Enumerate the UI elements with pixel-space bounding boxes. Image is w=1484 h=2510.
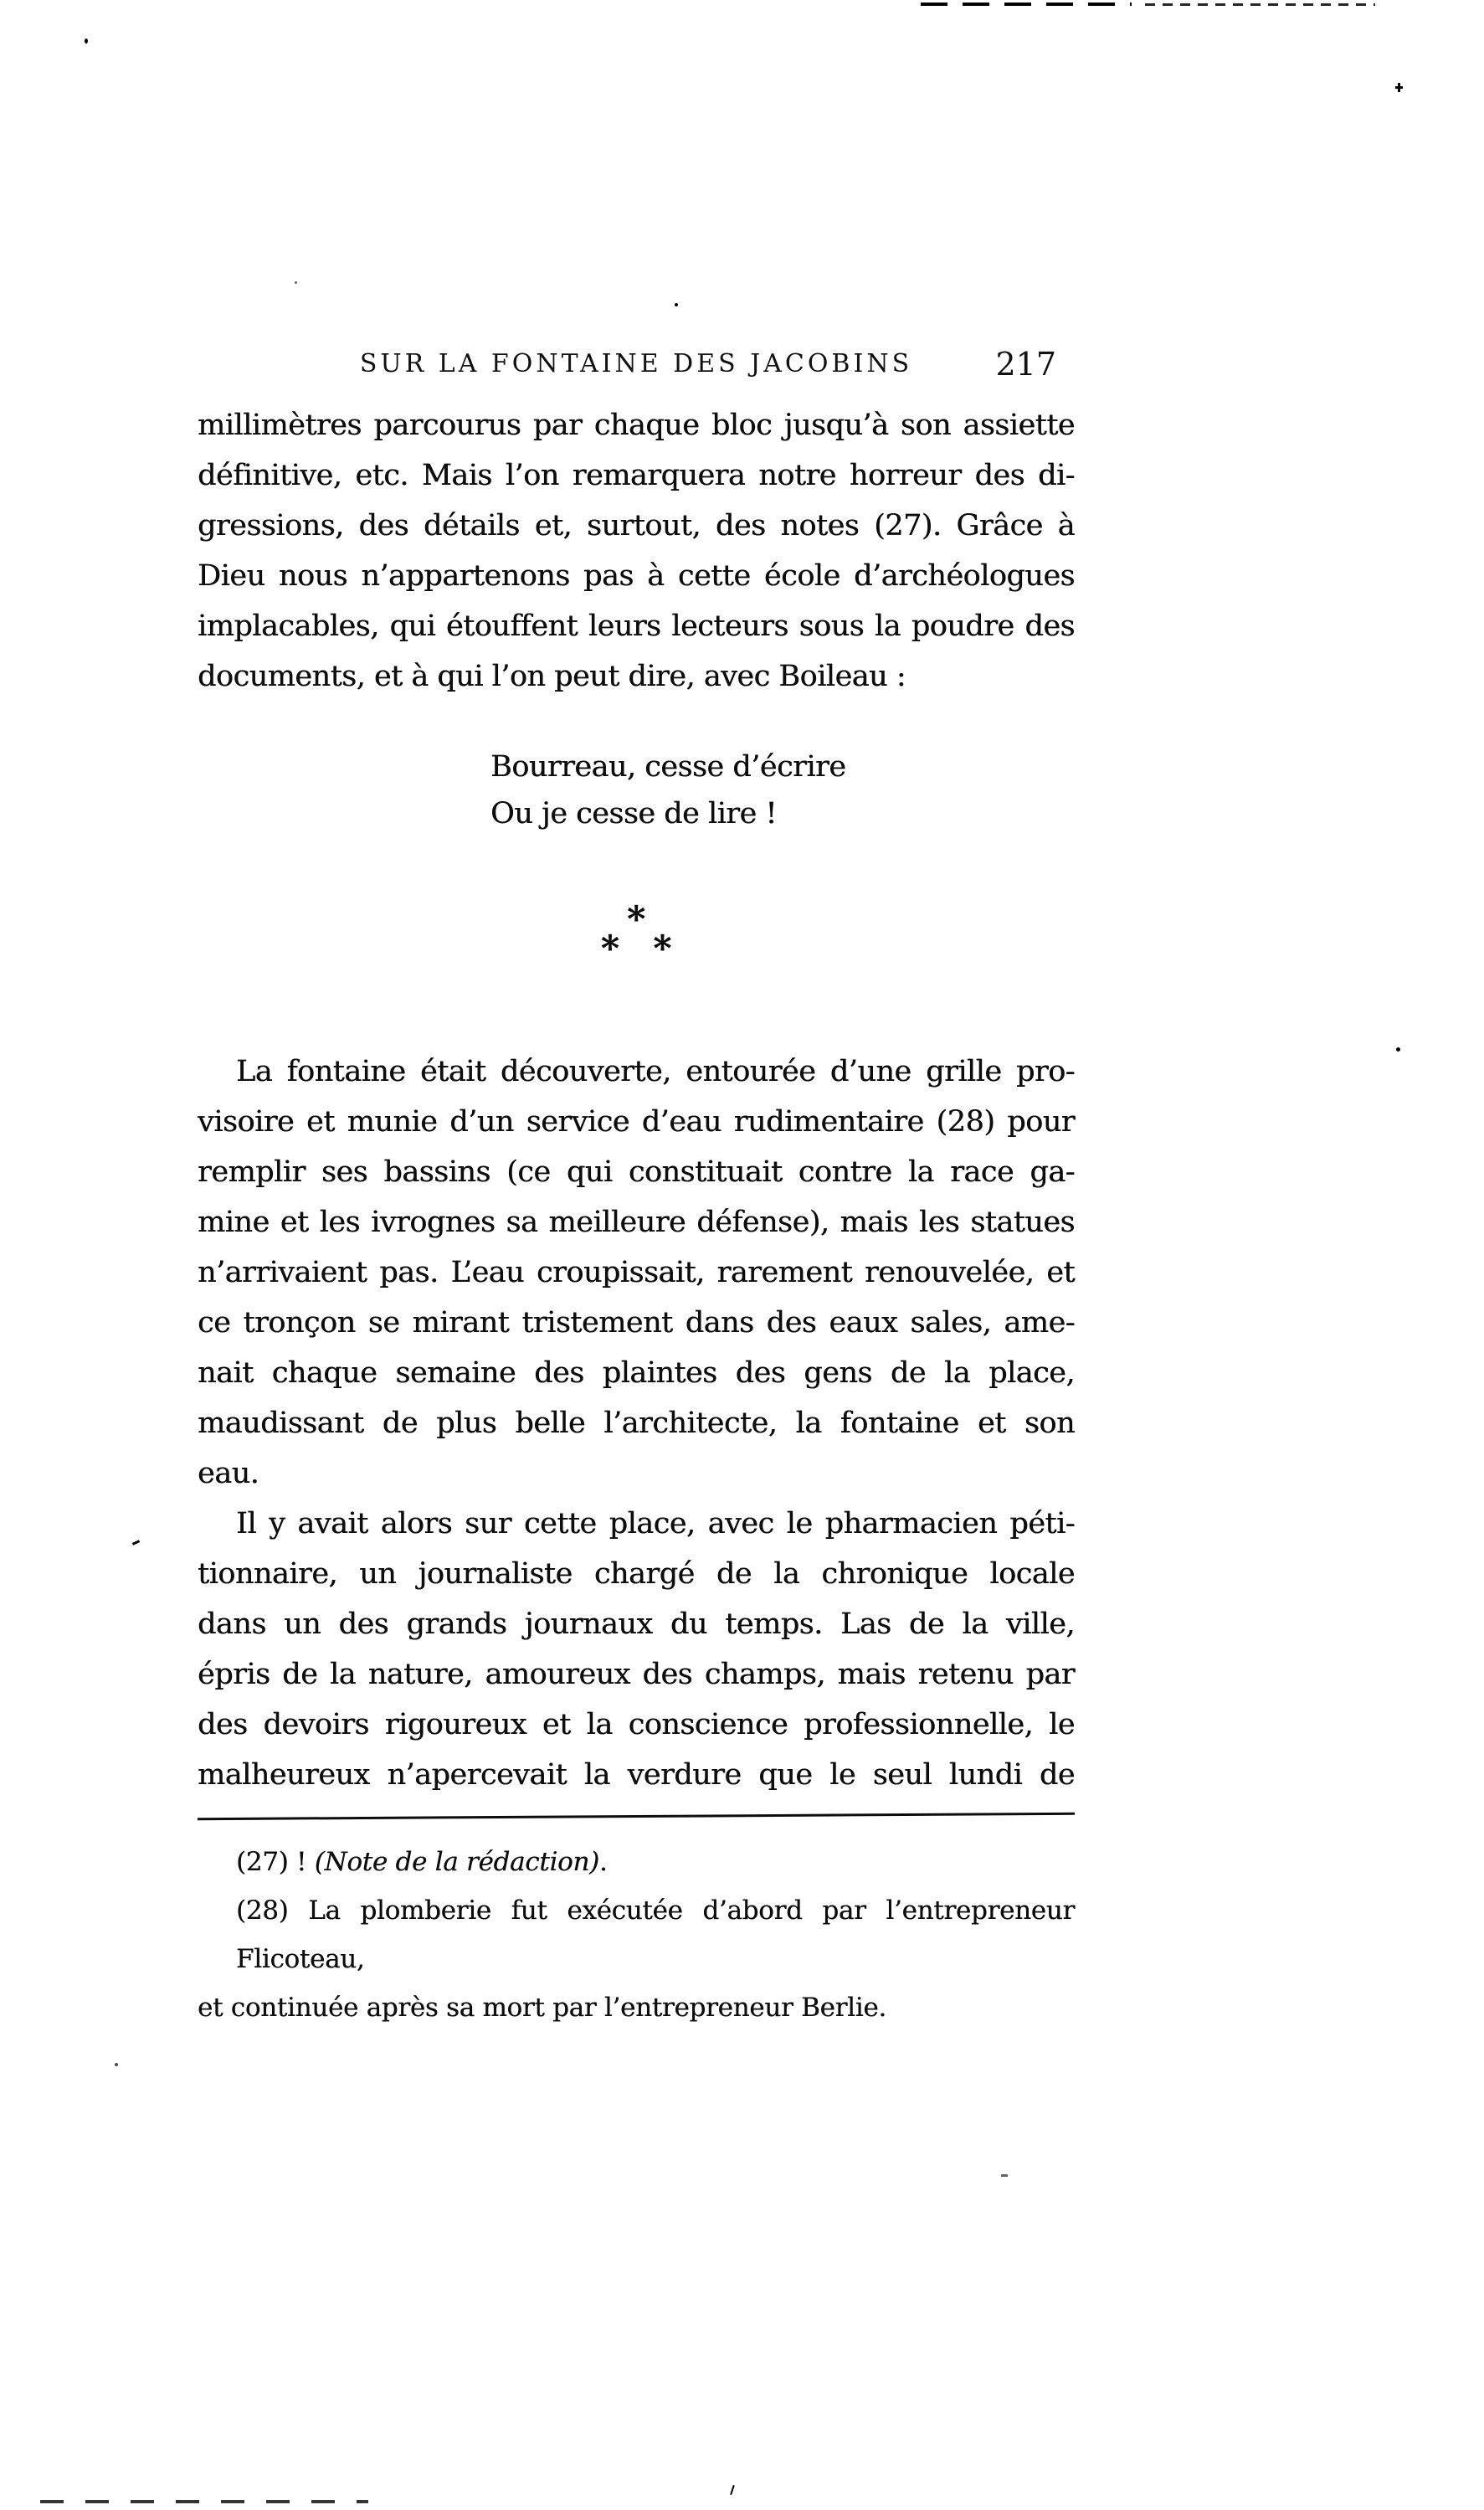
footnote-28-line: et continuée après sa mort par l’entrepreneur Berlie. bbox=[198, 1993, 886, 2023]
footnote-rule bbox=[198, 1813, 1075, 1820]
scan-artifact-tick bbox=[132, 1540, 140, 1546]
page-header bbox=[198, 346, 1075, 384]
verse-quote bbox=[198, 743, 1075, 837]
quote-line: Ou je cesse de lire ! bbox=[490, 797, 777, 831]
footnote-27 bbox=[198, 1838, 1075, 1886]
text-line: millimètres parcourus par chaque bloc jusqu’à son assiette bbox=[198, 409, 1075, 442]
text-line: remplir ses bassins (ce qui constituait contre la race ga- bbox=[198, 1155, 1075, 1189]
scan-artifact-dot bbox=[295, 281, 297, 284]
text-line: des devoirs rigoureux et la conscience professionnelle, le bbox=[198, 1708, 1075, 1741]
text-line: épris de la nature, amoureux des champs, mais retenu par bbox=[198, 1658, 1075, 1691]
paragraph-3 bbox=[198, 1499, 1075, 1800]
text-line: tionnaire, un journaliste chargé de la chronique locale bbox=[198, 1557, 1075, 1591]
text-line: La fontaine était découverte, entourée d’une grille pro- bbox=[236, 1055, 1075, 1088]
asterisk-top: * bbox=[627, 898, 645, 939]
scan-artifact-top-dashed-line-2 bbox=[1145, 3, 1375, 6]
footnote-27-number: (27) ! bbox=[236, 1847, 315, 1877]
paragraph-2 bbox=[198, 1047, 1075, 1499]
text-line: dans un des grands journaux du temps. Las de la ville, bbox=[198, 1607, 1075, 1641]
text-line: nait chaque semaine des plaintes des gens de la place, bbox=[198, 1356, 1075, 1390]
asterisk-pair: * * bbox=[600, 928, 672, 969]
scan-artifact-dot bbox=[85, 39, 88, 44]
text-line: documents, et à qui l’on peut dire, avec Boileau : bbox=[198, 660, 906, 693]
text-line: Dieu nous n’appartenons pas à cette école d’archéologues bbox=[198, 559, 1075, 593]
running-title: SUR LA FONTAINE DES JACOBINS bbox=[359, 349, 913, 378]
text-line: malheureux n’apercevait la verdure que le seul lundi de bbox=[198, 1758, 1075, 1792]
scan-artifact-top-dashed-line bbox=[921, 3, 1132, 6]
text-line: visoire et munie d’un service d’eau rudimentaire (28) pour bbox=[198, 1105, 1075, 1139]
scan-artifact-dot bbox=[675, 303, 678, 306]
text-line: implacables, qui étouffent leurs lecteurs sous la poudre des bbox=[198, 609, 1075, 643]
footnotes bbox=[198, 1838, 1075, 2032]
scan-artifact-dot bbox=[115, 2063, 118, 2066]
text-line: mine et les ivrognes sa meilleure défense), mais les statues bbox=[198, 1206, 1075, 1239]
text-line: maudissant de plus belle l’architecte, la fontaine et son bbox=[198, 1407, 1075, 1440]
quote-line: Bourreau, cesse d’écrire bbox=[490, 750, 846, 784]
footnote-27-italic: (Note de la rédaction) bbox=[314, 1847, 599, 1877]
text-line: n’arrivaient pas. L’eau croupissait, rarement renouvelée, et bbox=[198, 1256, 1075, 1289]
scan-artifact-tick bbox=[1001, 2174, 1008, 2177]
text-line: eau. bbox=[198, 1457, 259, 1490]
paragraph-1 bbox=[198, 400, 1075, 702]
footnote-28-line: (28) La plomberie fut exécutée d’abord par l’entrepreneur Flicoteau, bbox=[236, 1895, 1075, 1974]
scan-artifact-dot bbox=[1396, 1047, 1400, 1052]
scan-artifact-slash bbox=[730, 2485, 735, 2495]
text-column bbox=[198, 346, 1075, 2032]
text-line: Il y avait alors sur cette place, avec le pharmacien péti- bbox=[236, 1507, 1075, 1540]
section-divider bbox=[198, 898, 1075, 969]
scan-artifact-bottom-dashed-line bbox=[40, 2500, 368, 2503]
footnote-27-period: . bbox=[598, 1847, 608, 1877]
text-line: définitive, etc. Mais l’on remarquera notre horreur des di- bbox=[198, 459, 1075, 492]
scan-artifact-speck bbox=[1398, 83, 1400, 92]
page-number: 217 bbox=[995, 346, 1056, 383]
text-line: gressions, des détails et, surtout, des notes (27). Grâce à bbox=[198, 509, 1075, 543]
text-line: ce tronçon se mirant tristement dans des eaux sales, ame- bbox=[198, 1306, 1075, 1340]
